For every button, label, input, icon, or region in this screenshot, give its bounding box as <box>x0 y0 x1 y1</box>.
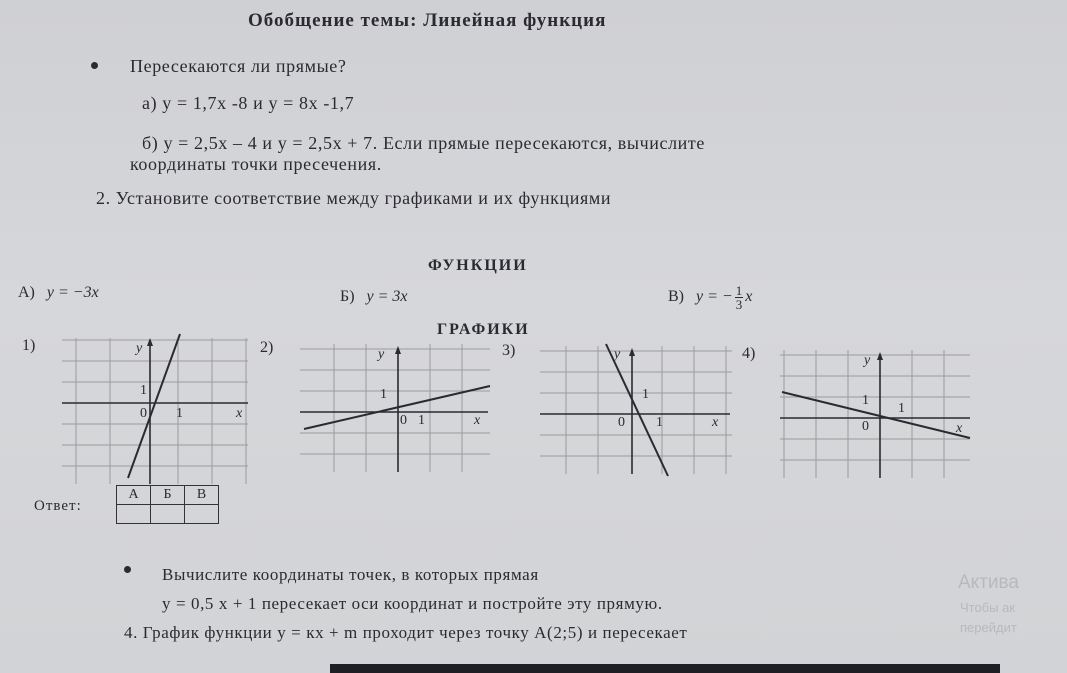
answer-col-a: А <box>117 486 151 505</box>
graph-1-zero: 0 <box>140 406 147 421</box>
graph-4-zero: 0 <box>862 419 869 434</box>
answer-cell-c[interactable] <box>185 505 219 524</box>
q3-line2: у = 0,5 х + 1 пересекает оси координат и постройте эту прямую. <box>162 594 663 613</box>
graph-3-zero: 0 <box>618 415 625 430</box>
graph-number-4: 4) <box>742 345 756 362</box>
function-a-formula: y = −3x <box>46 284 99 301</box>
answer-cell-b[interactable] <box>151 505 185 524</box>
graph-4-x-label: x <box>956 421 963 436</box>
functions-header: ФУНКЦИИ <box>428 257 528 274</box>
monitor-bezel <box>330 664 1000 673</box>
graph-2-y-label: y <box>378 347 385 362</box>
function-a-label: А) <box>18 284 35 301</box>
graph-number-1: 1) <box>22 337 36 354</box>
graph-3-x-label: x <box>712 415 719 430</box>
function-c-var: x <box>745 288 753 306</box>
answer-label: Ответ: <box>34 498 82 514</box>
q1-option-b-line2: координаты точки пресечения. <box>130 154 382 174</box>
watermark-line3: перейдит <box>960 620 1017 635</box>
graph-1-x-one: 1 <box>176 406 183 421</box>
page-title: Обобщение темы: Линейная функция <box>248 10 607 31</box>
bullet <box>124 566 131 573</box>
graph-2-zero: 0 <box>400 413 407 428</box>
graph-number-2: 2) <box>260 339 274 356</box>
answer-col-c: В <box>185 486 219 505</box>
function-c-fraction: $\frac{1}{3}$ <box>735 283 743 312</box>
graph-3-y-label: y <box>614 347 621 362</box>
q3-line1: Вычислите координаты точек, в которых прямая <box>162 565 539 584</box>
graph-2-y-one: 1 <box>380 387 387 402</box>
graphs-header: ГРАФИКИ <box>437 321 530 338</box>
q4-line1: 4. График функции у = кх + m проходит через точку А(2;5) и пересекает <box>124 623 688 642</box>
graph-3-y-one: 1 <box>642 387 649 402</box>
graph-2-x-label: x <box>474 413 481 428</box>
graph-number-3: 3) <box>502 342 516 359</box>
q1-option-b-line1: б) у = 2,5х – 4 и у = 2,5х + 7. Если прямые пересекаются, вычислите <box>142 133 705 153</box>
graph-4-x-one: 1 <box>898 401 905 416</box>
graph-1-x-label: x <box>236 406 243 421</box>
function-b-formula: y = 3x <box>366 288 408 305</box>
graph-4-y-label: y <box>864 353 871 368</box>
graph-2-x-one: 1 <box>418 413 425 428</box>
q2-prompt: 2. Установите соответствие между графиками и их функциями <box>96 188 612 208</box>
function-c-prefix: y = − <box>696 288 733 306</box>
function-c <box>668 284 752 311</box>
graph-3-x-one: 1 <box>656 415 663 430</box>
graph-4 <box>780 350 970 478</box>
function-b <box>340 288 408 306</box>
graph-4-y-one: 1 <box>862 393 869 408</box>
graph-1-y-one: 1 <box>140 383 147 398</box>
answer-col-b: Б <box>151 486 185 505</box>
answer-table <box>116 485 219 524</box>
graph-3 <box>540 346 732 474</box>
q1-option-a: а) у = 1,7х -8 и у = 8х -1,7 <box>142 93 355 113</box>
function-a <box>18 284 99 302</box>
watermark-line2: Чтобы ак <box>960 600 1016 615</box>
bullet <box>91 62 98 69</box>
graph-1 <box>62 338 248 484</box>
answer-cell-a[interactable] <box>117 505 151 524</box>
function-b-label: Б) <box>340 288 355 305</box>
watermark-line1: Актива <box>958 572 1019 593</box>
graph-2 <box>300 344 490 472</box>
graph-1-y-label: y <box>136 341 143 356</box>
q1-prompt: Пересекаются ли прямые? <box>130 56 347 76</box>
function-c-label: В) <box>668 288 684 306</box>
